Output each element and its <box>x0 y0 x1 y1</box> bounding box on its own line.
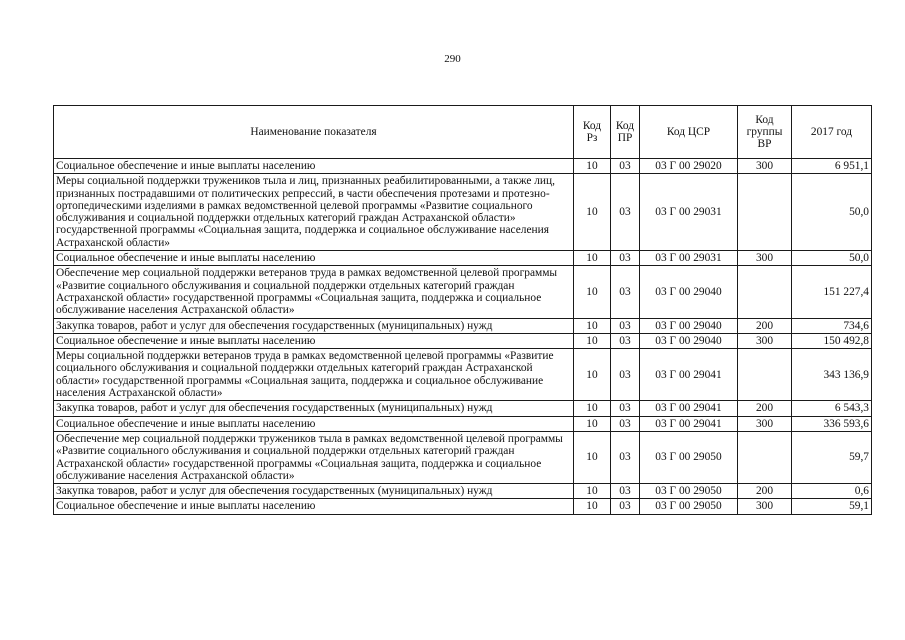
header-pr: Код ПР <box>611 106 640 159</box>
row-vr <box>738 266 792 318</box>
table-row <box>54 499 872 514</box>
row-rz: 10 <box>574 349 611 401</box>
row-name: Социальное обеспечение и иные выплаты населению <box>54 251 574 266</box>
row-name: Социальное обеспечение и иные выплаты населению <box>54 333 574 348</box>
table-row <box>54 431 872 483</box>
row-pr: 03 <box>611 266 640 318</box>
row-value: 50,0 <box>792 251 872 266</box>
row-vr: 300 <box>738 416 792 431</box>
table-row <box>54 159 872 174</box>
row-value: 734,6 <box>792 318 872 333</box>
row-pr: 03 <box>611 318 640 333</box>
header-rz: Код Рз <box>574 106 611 159</box>
table-row <box>54 484 872 499</box>
row-rz: 10 <box>574 266 611 318</box>
row-value: 151 227,4 <box>792 266 872 318</box>
row-csr: 03 Г 00 29020 <box>640 159 738 174</box>
row-vr: 300 <box>738 333 792 348</box>
row-csr: 03 Г 00 29041 <box>640 401 738 416</box>
page-number: 290 <box>444 53 461 65</box>
row-name: Социальное обеспечение и иные выплаты населению <box>54 499 574 514</box>
row-value: 150 492,8 <box>792 333 872 348</box>
header-csr: Код ЦСР <box>640 106 738 159</box>
row-csr: 03 Г 00 29041 <box>640 416 738 431</box>
row-csr: 03 Г 00 29041 <box>640 349 738 401</box>
table-row <box>54 401 872 416</box>
row-value: 336 593,6 <box>792 416 872 431</box>
row-csr: 03 Г 00 29031 <box>640 251 738 266</box>
row-name: Обеспечение мер социальной поддержки тружеников тыла в рамках ведомственной целевой программы «Развитие социального обслуживания и социальной поддержки отдельных категорий граждан Астраханской области» государственной программы «Социальная защита, поддержка и социальное обслуживание населения Астраханской области» <box>54 431 574 483</box>
row-value: 343 136,9 <box>792 349 872 401</box>
row-rz: 10 <box>574 251 611 266</box>
row-csr: 03 Г 00 29040 <box>640 318 738 333</box>
row-value: 6 543,3 <box>792 401 872 416</box>
row-csr: 03 Г 00 29031 <box>640 174 738 251</box>
row-name: Социальное обеспечение и иные выплаты населению <box>54 159 574 174</box>
table-row <box>54 333 872 348</box>
row-pr: 03 <box>611 251 640 266</box>
row-vr <box>738 174 792 251</box>
table-row <box>54 174 872 251</box>
row-rz: 10 <box>574 318 611 333</box>
row-pr: 03 <box>611 349 640 401</box>
row-rz: 10 <box>574 159 611 174</box>
row-name: Меры социальной поддержки тружеников тыла и лиц, признанных реабилитированными, а также лиц, признанных пострадавшими от политических репрессий, в части обеспечения протезами и протезно-ортопедическими изделиями в рамках ведомственной целевой программы «Развитие социального обслуживания и социальной поддержки отдельных категорий граждан Астраханской области» государственной программы «Социальная защита, поддержка и социальное обслуживание населения Астраханской области» <box>54 174 574 251</box>
row-value: 59,1 <box>792 499 872 514</box>
row-csr: 03 Г 00 29050 <box>640 499 738 514</box>
row-pr: 03 <box>611 484 640 499</box>
row-pr: 03 <box>611 416 640 431</box>
row-vr: 300 <box>738 251 792 266</box>
header-year: 2017 год <box>792 106 872 159</box>
row-value: 59,7 <box>792 431 872 483</box>
row-name: Закупка товаров, работ и услуг для обеспечения государственных (муниципальных) нужд <box>54 318 574 333</box>
budget-table <box>53 105 872 515</box>
table-row <box>54 251 872 266</box>
row-name: Закупка товаров, работ и услуг для обеспечения государственных (муниципальных) нужд <box>54 484 574 499</box>
row-pr: 03 <box>611 431 640 483</box>
row-csr: 03 Г 00 29050 <box>640 431 738 483</box>
row-rz: 10 <box>574 416 611 431</box>
table-row <box>54 318 872 333</box>
row-rz: 10 <box>574 431 611 483</box>
row-vr <box>738 431 792 483</box>
row-pr: 03 <box>611 159 640 174</box>
row-name: Меры социальной поддержки ветеранов труда в рамках ведомственной целевой программы «Развитие социального обслуживания и социальной поддержки отдельных категорий граждан Астраханской области» государственной программы «Социальная защита, поддержка и социальное обслуживание населения Астраханской области» <box>54 349 574 401</box>
row-vr: 200 <box>738 318 792 333</box>
row-vr: 300 <box>738 499 792 514</box>
row-value: 50,0 <box>792 174 872 251</box>
row-name: Закупка товаров, работ и услуг для обеспечения государственных (муниципальных) нужд <box>54 401 574 416</box>
table-row <box>54 416 872 431</box>
row-name: Обеспечение мер социальной поддержки ветеранов труда в рамках ведомственной целевой программы «Развитие социального обслуживания и социальной поддержки отдельных категорий граждан Астраханской области» государственной программы «Социальная защита, поддержка и социальное обслуживание населения Астраханской области» <box>54 266 574 318</box>
row-vr: 200 <box>738 401 792 416</box>
row-pr: 03 <box>611 174 640 251</box>
row-vr <box>738 349 792 401</box>
header-vr: Код группы ВР <box>738 106 792 159</box>
table-row <box>54 349 872 401</box>
row-rz: 10 <box>574 484 611 499</box>
row-pr: 03 <box>611 499 640 514</box>
row-rz: 10 <box>574 401 611 416</box>
table-header-row <box>54 106 872 159</box>
row-rz: 10 <box>574 333 611 348</box>
header-name: Наименование показателя <box>54 106 574 159</box>
row-pr: 03 <box>611 401 640 416</box>
row-name: Социальное обеспечение и иные выплаты населению <box>54 416 574 431</box>
row-vr: 300 <box>738 159 792 174</box>
row-rz: 10 <box>574 174 611 251</box>
row-rz: 10 <box>574 499 611 514</box>
row-csr: 03 Г 00 29040 <box>640 266 738 318</box>
row-vr: 200 <box>738 484 792 499</box>
row-pr: 03 <box>611 333 640 348</box>
row-value: 0,6 <box>792 484 872 499</box>
table-row <box>54 266 872 318</box>
row-csr: 03 Г 00 29050 <box>640 484 738 499</box>
row-csr: 03 Г 00 29040 <box>640 333 738 348</box>
row-value: 6 951,1 <box>792 159 872 174</box>
